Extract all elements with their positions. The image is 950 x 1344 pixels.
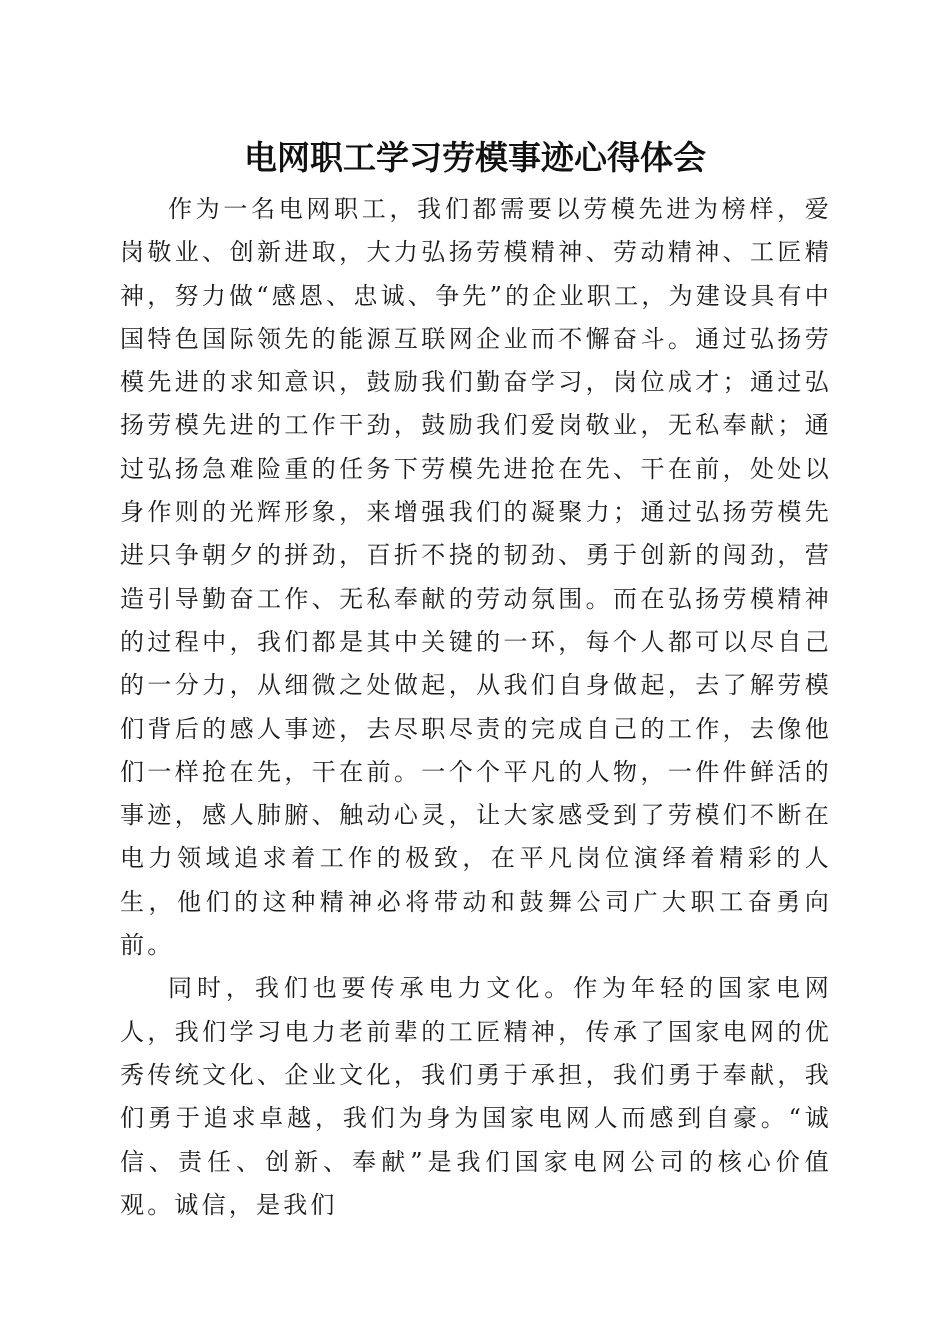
document-body xyxy=(120,188,832,1227)
paragraph-2: 同时，我们也要传承电力文化。作为年轻的国家电网人，我们学习电力老前辈的工匠精神，传承了国家电网的优秀传统文化、企业文化，我们勇于承担，我们勇于奉献，我们勇于追求卓越，我们为身为国家电网人而感到自豪。“诚信、责任、创新、奉献”是我们国家电网公司的核心价值观。诚信，是我们 xyxy=(120,974,832,1219)
paragraph-1: 作为一名电网职工，我们都需要以劳模先进为榜样，爱岗敬业、创新进取，大力弘扬劳模精神、劳动精神、工匠精神，努力做“感恩、忠诚、争先”的企业职工，为建设具有中国特色国际领先的能源互联网企业而不懈奋斗。通过弘扬劳模先进的求知意识，鼓励我们勤奋学习，岗位成才；通过弘扬劳模先进的工作干劲，鼓励我们爱岗敬业，无私奉献；通过弘扬急难险重的任务下劳模先进抢在先、干在前，处处以身作则的光辉形象，来增强我们的凝聚力；通过弘扬劳模先进只争朝夕的拼劲，百折不挠的韧劲、勇于创新的闯劲，营造引导勤奋工作、无私奉献的劳动氛围。而在弘扬劳模精神的过程中，我们都是其中关键的一环，每个人都可以尽自己的一分力，从细微之处做起，从我们自身做起，去了解劳模们背后的感人事迹，去尽职尽责的完成自己的工作，去像他们一样抢在先，干在前。一个个平凡的人物，一件件鲜活的事迹，感人肺腑、触动心灵，让大家感受到了劳模们不断在电力领域追求着工作的极致，在平凡岗位演绎着精彩的人生，他们的这种精神必将带动和鼓舞公司广大职工奋勇向前。 xyxy=(120,195,832,960)
document-title: 电网职工学习劳模事迹心得体会 xyxy=(244,138,706,177)
